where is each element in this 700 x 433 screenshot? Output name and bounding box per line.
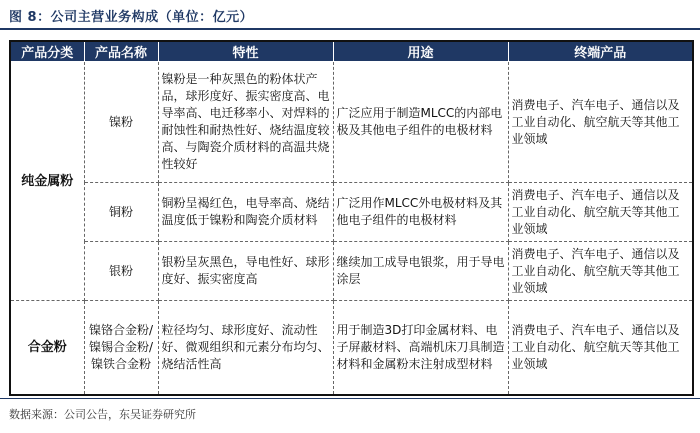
source-note: 数据来源：公司公告，东吴证券研究所 (9, 408, 196, 421)
usage-cell: 继续加工成导电银浆，用于导电涂层 (333, 242, 508, 301)
terminal-cell: 消费电子、汽车电子、通信以及工业自动化、航空航天等其他工业领域 (508, 62, 693, 183)
header-terminal: 终端产品 (508, 41, 693, 62)
header-usage: 用途 (333, 41, 508, 62)
feature-cell: 银粉呈灰黑色，导电性好、球形度好、振实密度高 (158, 242, 333, 301)
header-feature: 特性 (158, 41, 333, 62)
table-row (10, 183, 693, 242)
usage-cell: 用于制造3D打印金属材料、电子屏蔽材料、高端机床刀具制造材料和金属粉末注射成型材料 (333, 301, 508, 395)
usage-cell: 广泛用作MLCC外电极材料及其他电子组件的电极材料 (333, 183, 508, 242)
usage-cell: 广泛应用于制造MLCC的内部电极及其他电子组件的电极材料 (333, 62, 508, 183)
terminal-cell: 消费电子、汽车电子、通信以及工业自动化、航空航天等其他工业领域 (508, 301, 693, 395)
category-cell: 合金粉 (10, 301, 84, 395)
table-row (10, 301, 693, 395)
table-row (10, 242, 693, 301)
terminal-cell: 消费电子、汽车电子、通信以及工业自动化、航空航天等其他工业领域 (508, 242, 693, 301)
feature-cell: 铜粉呈褐红色，电导率高、烧结温度低于镍粉和陶瓷介质材料 (158, 183, 333, 242)
feature-cell: 镍粉是一种灰黑色的粉体状产品，球形度好、振实密度高、电导率高、电迁移率小、对焊料的耐蚀性和耐热性好、烧结温度较高、与陶瓷介质材料的高温共烧性较好 (158, 62, 333, 183)
feature-cell: 粒径均匀、球形度好、流动性好、微观组织和元素分布均匀、烧结活性高 (158, 301, 333, 395)
figure-title: 图 8：公司主营业务构成（单位：亿元） (9, 10, 254, 25)
header-category: 产品分类 (10, 41, 84, 62)
header-row (10, 41, 693, 62)
footer-rule (0, 398, 700, 399)
product-name-cell: 银粉 (84, 242, 158, 301)
product-name-cell: 铜粉 (84, 183, 158, 242)
table-row (10, 62, 693, 183)
terminal-cell: 消费电子、汽车电子、通信以及工业自动化、航空航天等其他工业领域 (508, 183, 693, 242)
title-underline (0, 28, 700, 30)
header-product-name: 产品名称 (84, 41, 158, 62)
product-name-cell: 镍粉 (84, 62, 158, 183)
business-table (9, 40, 694, 396)
product-name-cell: 镍铬合金粉/镍锡合金粉/镍铁合金粉 (84, 301, 158, 395)
category-cell: 纯金属粉 (10, 62, 84, 301)
